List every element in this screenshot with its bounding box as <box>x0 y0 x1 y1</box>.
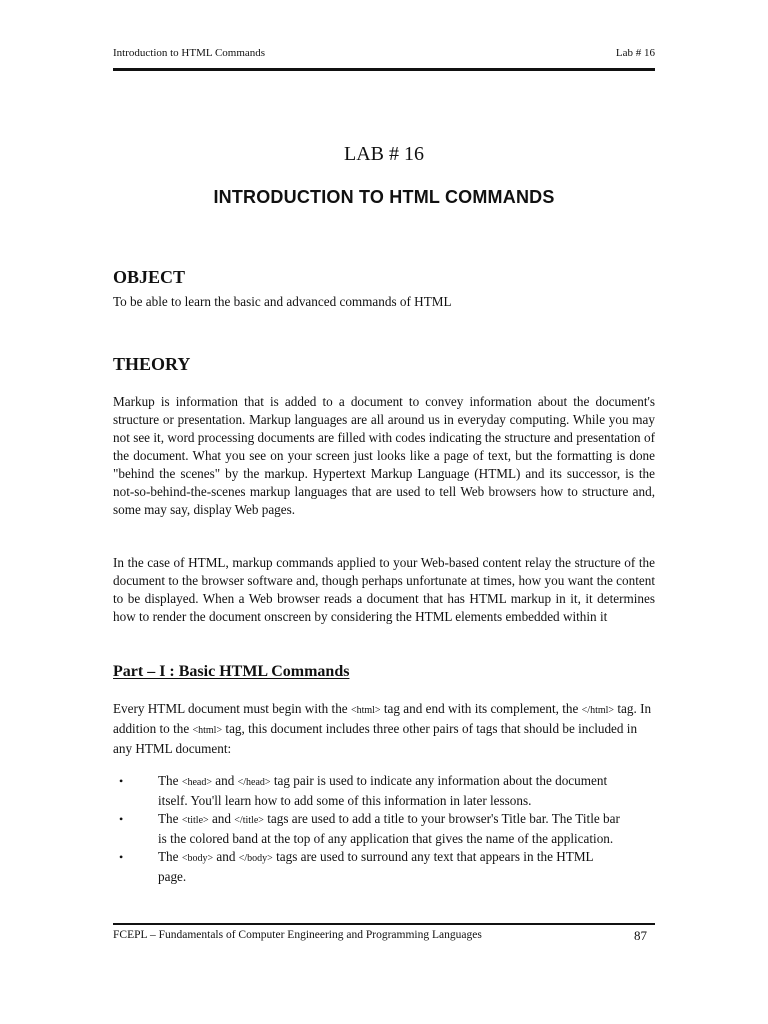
bullet-icon: • <box>119 850 124 864</box>
document-page <box>113 0 655 1024</box>
header-rule <box>113 68 655 71</box>
intro-text-1: Every HTML document must begin with the <box>113 701 351 716</box>
bullet-icon: • <box>119 812 124 826</box>
bullet-text: tag pair is used to indicate any information about the document itself. You'll learn how to add some of this information in later lessons. <box>158 773 608 808</box>
footer-rule <box>113 923 655 925</box>
title-open-tag: <title> <box>181 815 209 826</box>
intro-text-3: tag. In addition to the <box>113 701 652 736</box>
bullet-text: and <box>211 773 238 788</box>
title-close-tag: </title> <box>234 815 264 826</box>
bullet-text: tags are used to add a title to your browser's Title bar. The Title bar is the colored band at the top of any application that gives the name of the application. <box>158 811 620 846</box>
head-close-tag: </head> <box>237 777 271 788</box>
list-item <box>113 772 620 810</box>
header-lab-number: Lab # 16 <box>615 47 655 59</box>
theory-paragraph-2: In the case of HTML, markup commands applied to your Web-based content relay the structure of the document to the browser software and, though perhaps unfortunate at times, how you want the content to be displayed. When a Web browser reads a document that has HTML markup in it, it determines how to render the document onscreen by considering the HTML elements embedded within it <box>113 555 655 624</box>
lab-title: INTRODUCTION TO HTML COMMANDS <box>213 187 555 207</box>
footer-course-title: FCEPL – Fundamentals of Computer Engineering and Programming Languages <box>113 929 482 941</box>
html-open-tag: <html> <box>350 705 381 716</box>
bullet-text: The <box>158 811 182 826</box>
object-text: To be able to learn the basic and advanced commands of HTML <box>113 294 452 309</box>
bullet-icon: • <box>119 774 124 788</box>
tag-pair-list <box>113 772 655 886</box>
intro-text-2: tag and end with its complement, the <box>380 701 582 716</box>
bullet-text: The <box>158 849 182 864</box>
object-heading: OBJECT <box>113 267 186 287</box>
head-open-tag: <head> <box>181 777 212 788</box>
bullet-text: and <box>208 811 235 826</box>
body-open-tag: <body> <box>181 853 214 864</box>
theory-heading: THEORY <box>113 354 191 374</box>
list-item <box>113 810 620 848</box>
body-close-tag: </body> <box>238 853 273 864</box>
bullet-text: tags are used to surround any text that appears in the HTML page. <box>158 849 594 884</box>
lab-number: LAB # 16 <box>344 143 424 165</box>
part-1-intro <box>113 700 655 758</box>
theory-paragraph-1: Markup is information that is added to a document to convey information about the document's structure or presentation. Markup languages are all around us in everyday computing. While you may not see it, word processing documents are filled with codes indicating the structure and presentation of the document. What you see on your screen just looks like a page of text, but the formatting is done "behind the scenes" by the markup. Hypertext Markup Language (HTML) and its successor, is the not-so-behind-the-scenes markup languages that are used to tell Web browsers how to structure and, some may say, display Web pages. <box>113 394 655 517</box>
list-item <box>113 848 620 886</box>
page-number: 87 <box>634 928 647 943</box>
header-title: Introduction to HTML Commands <box>113 47 266 59</box>
bullet-text: The <box>158 773 182 788</box>
bullet-text: and <box>213 849 239 864</box>
html-open-tag-2: <html> <box>192 725 223 736</box>
intro-text-4: tag, this document includes three other pairs of tags that should be included in any HTML document: <box>113 721 638 756</box>
part-1-heading: Part – I : Basic HTML Commands <box>113 663 350 680</box>
html-close-tag: </html> <box>581 705 615 716</box>
